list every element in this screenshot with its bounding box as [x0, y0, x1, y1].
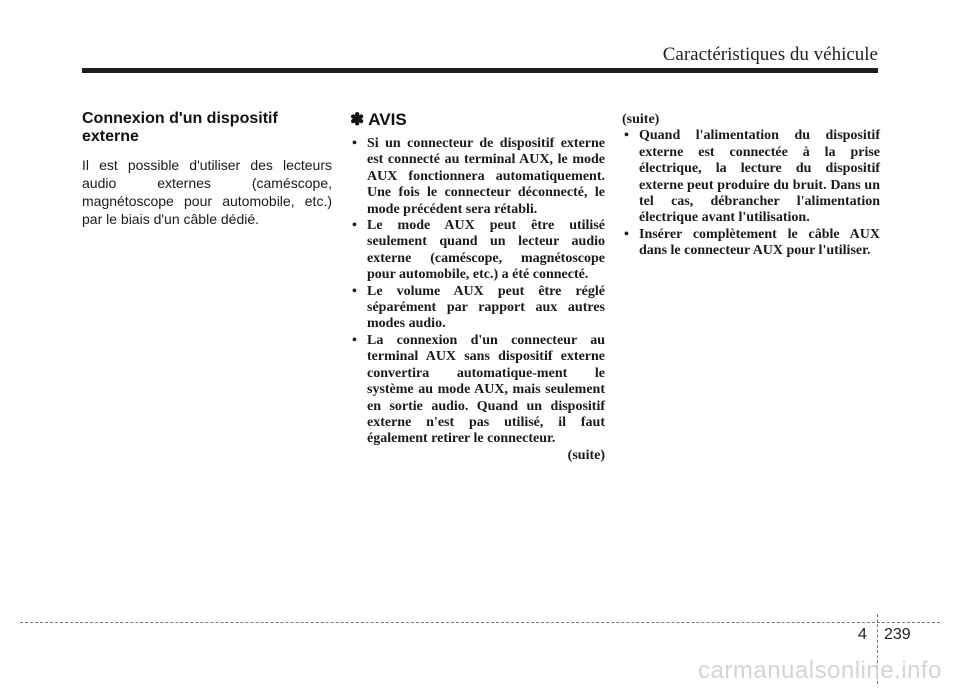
list-item: • Le volume AUX peut être réglé séparément par rapport aux autres modes audio.: [352, 283, 605, 332]
intro-title: Connexion d'un dispositif externe: [82, 110, 278, 145]
bullet-icon: •: [352, 136, 357, 151]
notice-title: AVIS: [368, 110, 407, 129]
header-section-title: Caractéristiques du véhicule: [662, 44, 878, 65]
intro-column: [82, 110, 332, 228]
intro-body: Il est possible d'utiliser des lecteurs audio externes (caméscope, magnétoscope pour automobile, etc.) par le biais d'un câble dédié.: [82, 157, 332, 227]
page-number: 239: [884, 626, 911, 643]
bullet-icon: •: [352, 218, 357, 234]
bullet-icon: •: [352, 283, 357, 299]
bullet-icon: •: [624, 226, 629, 242]
notice-heading: [350, 110, 605, 130]
bullet-icon: •: [352, 332, 357, 348]
notice-list-right: [622, 128, 880, 259]
notice-column-left: [350, 110, 605, 464]
list-item: • Si un connecteur de dispositif externe est connecté au terminal AUX, le mode AUX fonctionnera automatiquement. Une fois le connecteur déconnecté, le mode précédent sera rétabli.: [352, 136, 605, 217]
continued-label: (suite): [622, 112, 660, 127]
chapter-number: 4: [858, 626, 867, 643]
list-item: • Insérer complètement le câble AUX dans le connecteur AUX pour l'utiliser.: [624, 226, 880, 259]
list-item: • Le mode AUX peut être utilisé seulement quand un lecteur audio externe (caméscope, magnétoscope pour automobile, etc.) a été connecté.: [352, 218, 605, 283]
watermark: carmanualsonline.info: [698, 657, 942, 684]
bullet-icon: •: [624, 128, 629, 144]
notice-list-left: [350, 136, 605, 448]
list-item: • La connexion d'un connecteur au terminal AUX sans dispositif externe convertira automatique-ment le système au mode AUX, mais seulement en sortie audio. Quand un dispositif externe n'est pas utilisé, il faut également retirer le connecteur.: [352, 332, 605, 447]
list-item: • Quand l'alimentation du dispositif externe est connectée à la prise électrique, la lecture du dispositif externe peut produire du bruit. Dans un tel cas, débrancher l'alimentation électrique avant l'utilisation.: [624, 128, 880, 226]
notice-column-right: [622, 112, 880, 260]
asterisk-icon: ✽: [350, 110, 365, 129]
header-rule: [82, 68, 878, 73]
footer-rule: [20, 622, 940, 623]
continued-label: (suite): [567, 447, 605, 463]
